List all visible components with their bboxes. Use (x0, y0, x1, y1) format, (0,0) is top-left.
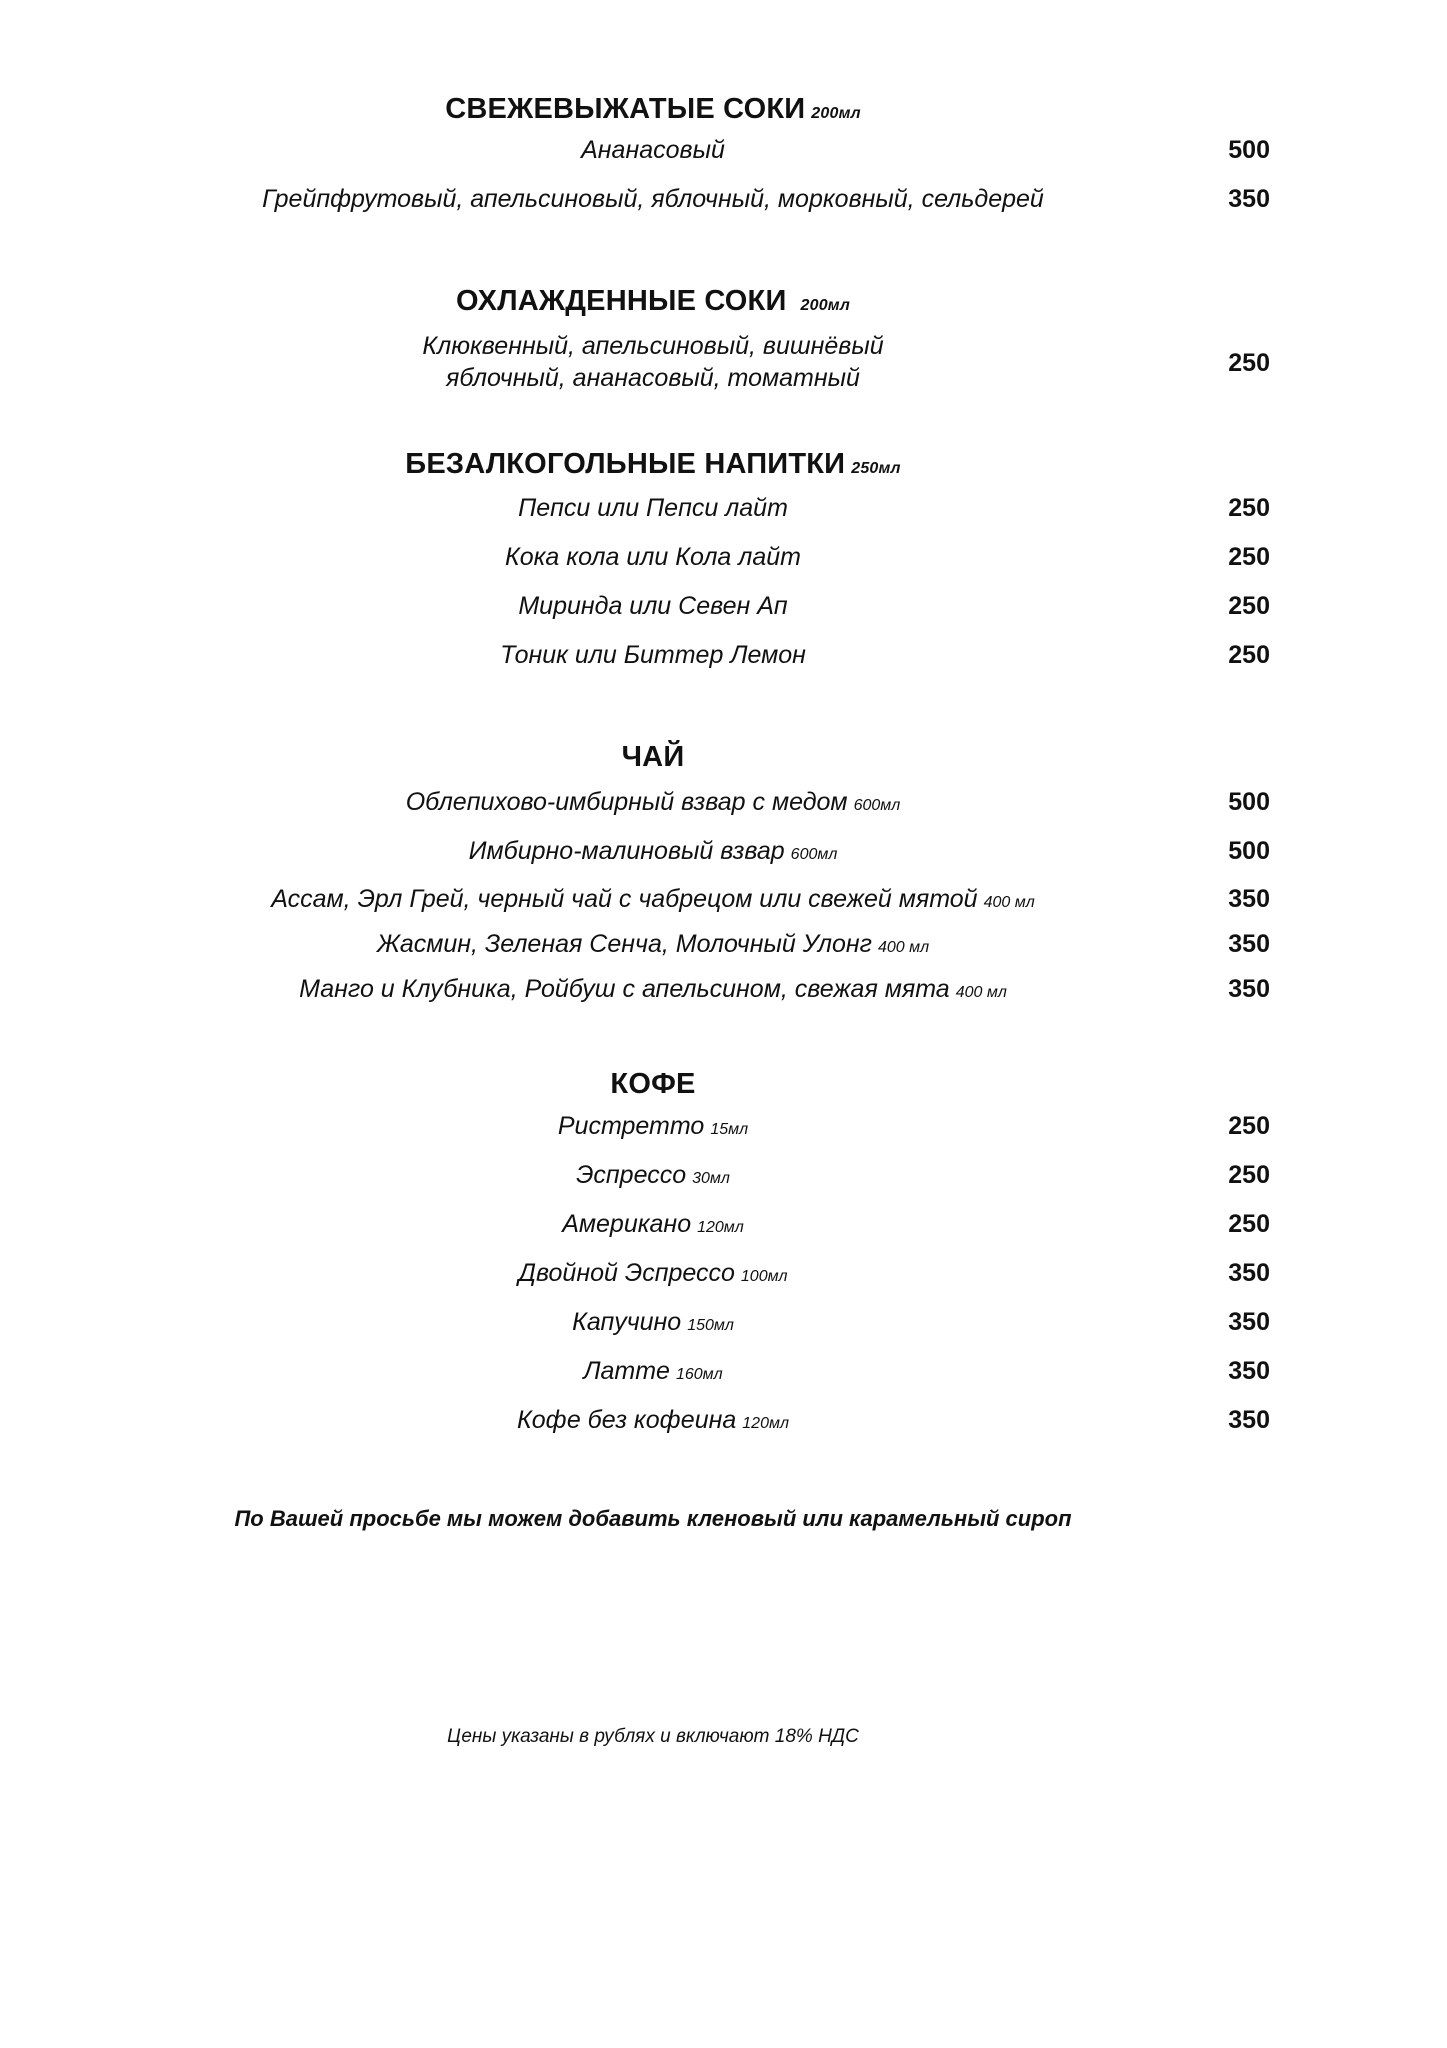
menu-item (0, 492, 1306, 524)
menu-item-name: Двойной Эспрессо (518, 1259, 735, 1287)
section-title-chilled-juices (0, 283, 1306, 324)
menu-item-price: 250 (1228, 1210, 1270, 1238)
menu-item-name: Миринда или Севен Ап (518, 592, 788, 620)
menu-item (0, 134, 1306, 166)
menu-item-name: Американо (562, 1210, 692, 1238)
syrup-note: По Вашей просьбе мы можем добавить кленовый или карамельный сироп (234, 1506, 1072, 1531)
menu-item-name-line2: яблочный, ананасовый, томатный (446, 364, 860, 392)
menu-item-name: Облепихово-имбирный взвар с медом (405, 788, 848, 816)
section-title-coffee (0, 1066, 1306, 1102)
menu-item (0, 330, 1306, 394)
section-volume: 200мл (811, 105, 861, 122)
menu-item-price: 500 (1228, 136, 1270, 164)
menu-item (0, 973, 1306, 1009)
menu-item-volume: 160мл (675, 1366, 723, 1383)
menu-item-price: 350 (1228, 930, 1270, 958)
menu-item-volume: 400 мл (983, 894, 1035, 911)
menu-item-volume: 100мл (740, 1268, 788, 1285)
menu-item-name: Ассам, Эрл Грей, черный чай с чабрецом или свежей мятой (271, 885, 978, 913)
menu-item-price: 250 (1228, 592, 1270, 620)
section-title-text: КОФЕ (610, 1068, 696, 1100)
menu-item (0, 786, 1306, 822)
section-title-tea (0, 739, 1306, 775)
menu-item-price: 250 (1228, 1112, 1270, 1140)
menu-item (0, 590, 1306, 622)
menu-item-price: 250 (1228, 494, 1270, 522)
menu-item-name: Эспрессо (576, 1161, 687, 1189)
menu-item-price: 250 (1228, 641, 1270, 669)
section-title-text: БЕЗАЛКОГОЛЬНЫЕ НАПИТКИ (405, 448, 846, 480)
menu-item-price: 500 (1228, 788, 1270, 816)
menu-item (0, 1208, 1306, 1244)
menu-item-price: 250 (1228, 543, 1270, 571)
section-title-text: ЧАЙ (621, 741, 685, 773)
menu-item-price: 350 (1228, 1259, 1270, 1287)
menu-item-price: 500 (1228, 837, 1270, 865)
section-title-soft-drinks (0, 446, 1306, 487)
menu-item-price: 350 (1228, 185, 1270, 213)
menu-item-name-line1: Клюквенный, апельсиновый, вишнёвый (422, 332, 884, 360)
menu-item-price: 350 (1228, 1357, 1270, 1385)
menu-item-name: Ристретто (557, 1112, 705, 1140)
menu-item-name: Манго и Клубника, Ройбуш с апельсином, свежая мята (299, 975, 950, 1003)
menu-item-price: 350 (1228, 975, 1270, 1003)
menu-item-volume: 600мл (790, 846, 838, 863)
menu-item (0, 1306, 1306, 1342)
section-volume: 200мл (800, 297, 850, 314)
menu-item-name: Имбирно-малиновый взвар (468, 837, 785, 865)
menu-item-price: 250 (1228, 1161, 1270, 1189)
menu-item-name: Жасмин, Зеленая Сенча, Молочный Улонг (376, 930, 872, 958)
menu-item-price: 350 (1228, 1308, 1270, 1336)
menu-item-price: 350 (1228, 885, 1270, 913)
menu-item-name: Пепси или Пепси лайт (518, 494, 788, 522)
menu-item-name: Ананасовый (581, 136, 725, 164)
menu-item (0, 1159, 1306, 1195)
menu-item-name: Капучино (572, 1308, 682, 1336)
menu-item-name: Кофе без кофеина (517, 1406, 737, 1434)
section-volume: 250мл (851, 460, 901, 477)
menu-item-name: Латте (583, 1357, 670, 1385)
section-title-fresh-juices (0, 91, 1306, 132)
menu-item-price: 350 (1228, 1406, 1270, 1434)
menu-item (0, 883, 1306, 919)
menu-item-volume: 600мл (853, 797, 901, 814)
section-title-text: ОХЛАЖДЕННЫЕ СОКИ (456, 285, 787, 317)
menu-item-volume: 400 мл (955, 984, 1007, 1001)
menu-item (0, 639, 1306, 671)
menu-item-price: 250 (1228, 349, 1270, 377)
menu-item-volume: 150мл (687, 1317, 734, 1334)
menu-item (0, 835, 1306, 871)
menu-item-volume: 15мл (710, 1121, 749, 1138)
menu-item (0, 1355, 1306, 1391)
menu-item-volume: 30мл (692, 1170, 730, 1187)
menu-item (0, 928, 1306, 964)
menu-item (0, 1404, 1306, 1440)
menu-item-volume: 120мл (742, 1415, 789, 1432)
menu-item (0, 1257, 1306, 1293)
menu-item-volume: 120мл (697, 1219, 744, 1236)
menu-item-name: Тоник или Биттер Лемон (500, 641, 806, 669)
menu-item-name: Кока кола или Кола лайт (504, 543, 802, 571)
menu-item (0, 541, 1306, 573)
menu-item (0, 1110, 1306, 1146)
menu-item-name: Грейпфрутовый, апельсиновый, яблочный, морковный, сельдерей (262, 185, 1044, 213)
section-title-text: СВЕЖЕВЫЖАТЫЕ СОКИ (445, 93, 806, 125)
menu-item-volume: 400 мл (877, 939, 930, 956)
price-footnote: Цены указаны в рублях и включают 18% НДС (447, 1726, 859, 1747)
menu-item (0, 183, 1306, 215)
